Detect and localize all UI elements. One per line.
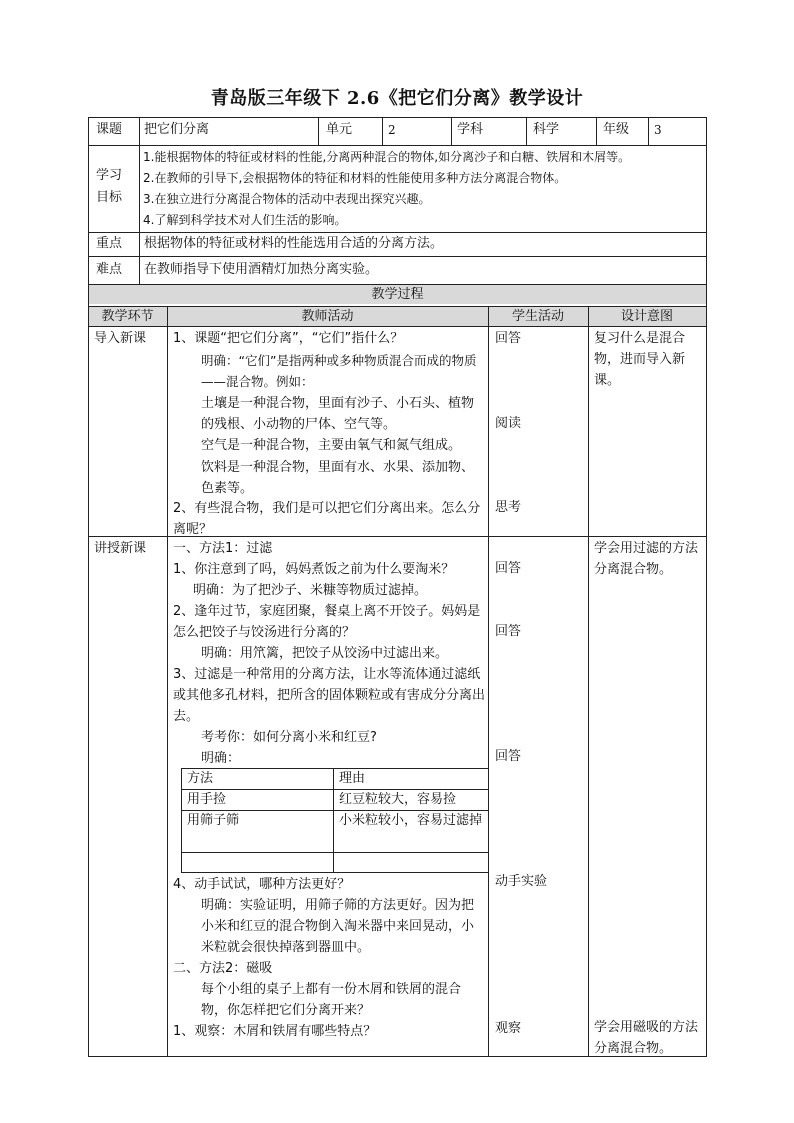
row1-student-2: 阅读	[495, 416, 522, 431]
row1-intent: 复习什么是混合物，进而导入新课。	[594, 331, 686, 388]
goals-label-line1: 学习	[96, 168, 123, 183]
row2-student-4: 动手实验	[495, 874, 548, 889]
row1-student-3: 思考	[495, 500, 522, 515]
col-header-teacher: 教师活动	[301, 309, 354, 324]
row2-teacher-a8: 明确：	[201, 751, 241, 766]
goal-item-4: 4.了解到科学技术对人们生活的影响。	[143, 213, 347, 227]
grade-label: 年级	[603, 122, 630, 137]
col-header-student: 学生活动	[511, 309, 564, 324]
course-value: 把它们分离	[144, 122, 210, 137]
row2-student-3: 回答	[495, 749, 522, 764]
subtable-method-2: 用筛子筛	[187, 813, 240, 828]
row2-student-2: 回答	[495, 624, 522, 639]
subject-label: 学科	[457, 122, 484, 137]
subtable-header-reason: 理由	[339, 771, 366, 786]
col-header-intent: 设计意图	[620, 309, 673, 324]
row1-teacher-line4: 空气是一种混合物，主要由氧气和氮气组成。	[201, 438, 462, 453]
goal-item-2: 2.在教师的引导下,会根据物体的特征和材料的性能使用多种方法分离混合物体。	[143, 171, 567, 185]
key-point-text: 根据物体的特征或材料的性能选用合适的分离方法。	[144, 236, 444, 251]
subtable-method-1: 用手捡	[187, 792, 227, 807]
difficulty-text: 在教师指导下使用酒精灯加热分离实验。	[144, 262, 379, 277]
row2-teacher-a5: 明确：用笊篱，把饺子从饺汤中过滤出来。	[201, 646, 449, 661]
difficulty-label: 难点	[96, 262, 123, 277]
row2-teacher-a6: 3、过滤是一种常用的分离方法，让水等流体通过滤纸或其他多孔材料，把所含的固体颗粒或有害成分分离出去。	[173, 667, 486, 724]
row1-teacher-line2: 明确：“它们”是指两种或多种物质混合而成的物质——混合物。例如：	[201, 353, 477, 389]
goals-label-line2: 目标	[96, 190, 123, 205]
row2-teacher-a1: 一、方法1：过滤	[173, 541, 273, 556]
row1-student-1: 回答	[495, 331, 522, 346]
subtable-reason-1: 红豆粒较大，容易捡	[339, 792, 457, 807]
process-section-title: 教学过程	[371, 287, 424, 302]
row1-teacher-line5: 饮料是一种混合物，里面有水、水果、添加物、色素等。	[201, 460, 475, 496]
row2-teacher-b2: 明确：实验证明，用筛子筛的方法更好。因为把小米和红豆的混合物倒入淘米器中来回晃动，小米粒就会很快掉落到器皿中。	[201, 898, 475, 955]
row1-teacher-line3: 土壤是一种混合物，里面有沙子、小石头、植物的残根、小动物的尸体、空气等。	[201, 396, 475, 432]
method-reason-table	[181, 768, 488, 872]
row2-teacher-b3: 二、方法2：磁吸	[173, 961, 273, 976]
row2-teacher-b4: 每个小组的桌子上都有一份木屑和铁屑的混合物，你怎样把它们分离开来？	[201, 982, 462, 1018]
subtable-reason-2: 小米粒较小，容易过滤掉	[339, 813, 483, 828]
row2-stage: 讲授新课	[94, 541, 147, 556]
row1-teacher-line1: 1、课题“把它们分离”，“它们”指什么？	[173, 331, 404, 346]
row2-teacher-a7: 考考你：如何分离小米和红豆?	[201, 730, 377, 745]
row2-student-5: 观察	[495, 1021, 522, 1036]
col-header-stage: 教学环节	[101, 309, 154, 324]
course-label: 课题	[96, 122, 123, 137]
row2-student-1: 回答	[495, 561, 522, 576]
row1-teacher-line6: 2、有些混合物，我们是可以把它们分离出来。怎么分离呢？	[173, 501, 481, 537]
unit-value: 2	[388, 123, 396, 137]
subtable-header-method: 方法	[187, 771, 214, 786]
goal-item-3: 3.在独立进行分离混合物体的活动中表现出探究兴趣。	[143, 192, 431, 206]
row2-teacher-a4: 2、逢年过节，家庭团聚，餐桌上离不开饺子。妈妈是怎么把饺子与饺汤进行分离的？	[173, 604, 481, 640]
row2-teacher-b1: 4、动手试试，哪种方法更好？	[173, 877, 351, 892]
row2-teacher-b5: 1、观察：木屑和铁屑有哪些特点？	[173, 1024, 377, 1039]
grade-value: 3	[654, 123, 662, 137]
row2-teacher-a3: 明确：为了把沙子、米糠等物质过滤掉。	[193, 583, 428, 598]
document-title: 青岛版三年级下 2.6《把它们分离》教学设计	[210, 88, 584, 109]
row2-intent-1: 学会用过滤的方法分离混合物。	[594, 541, 699, 577]
row1-stage: 导入新课	[94, 331, 147, 346]
key-point-label: 重点	[96, 236, 123, 251]
unit-label: 单元	[326, 122, 353, 137]
goal-item-1: 1.能根据物体的特征或材料的性能,分离两种混合的物体,如分离沙子和白糖、铁屑和木屑等。	[143, 150, 631, 164]
subject-value: 科学	[533, 122, 560, 137]
row2-teacher-a2: 1、你注意到了吗，妈妈煮饭之前为什么要淘米？	[173, 562, 455, 577]
row2-intent-2: 学会用磁吸的方法分离混合物。	[594, 1020, 699, 1056]
